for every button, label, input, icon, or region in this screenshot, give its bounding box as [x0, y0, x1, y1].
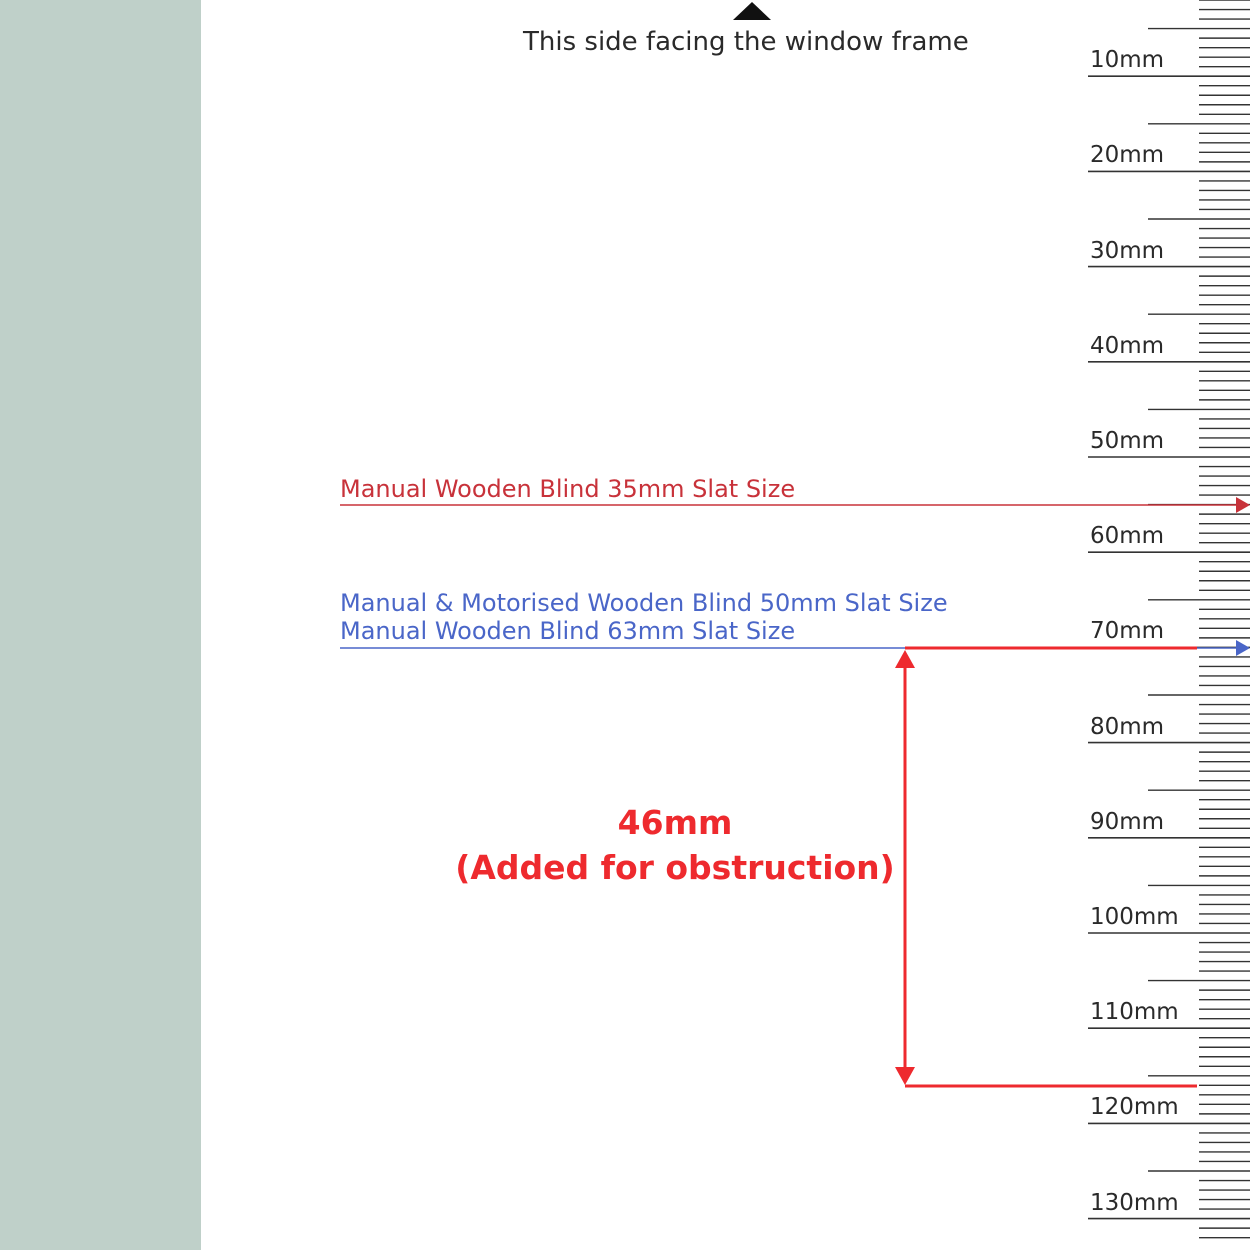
measurement-label	[440, 800, 910, 890]
ruler-label: 50mm	[1090, 428, 1165, 454]
ruler-label: 80mm	[1090, 713, 1165, 740]
red-arrowhead-icon	[1236, 497, 1250, 513]
ruler-label: 10mm	[1090, 47, 1165, 74]
blue-line-label-2: Manual Wooden Blind 63mm Slat Size	[340, 617, 796, 645]
up-arrow-icon	[733, 2, 771, 20]
ruler-label: 100mm	[1090, 904, 1179, 930]
ruler-label: 120mm	[1090, 1094, 1179, 1121]
ruler-label: 60mm	[1090, 523, 1165, 550]
arrow-up-icon	[895, 650, 915, 668]
ruler-label: 90mm	[1090, 808, 1165, 835]
ruler-label: 20mm	[1090, 142, 1165, 169]
ruler-label: 30mm	[1090, 237, 1165, 264]
measurement-value: 46mm	[617, 803, 733, 842]
red-line-label: Manual Wooden Blind 35mm Slat Size	[340, 475, 796, 503]
top-note: This side facing the window frame	[523, 27, 969, 57]
ruler-label: 70mm	[1090, 618, 1165, 645]
ruler-label: 110mm	[1090, 999, 1179, 1026]
measurement-note: (Added for obstruction)	[455, 848, 895, 887]
blue-line-label-1: Manual & Motorised Wooden Blind 50mm Slat Size	[340, 589, 948, 617]
ruler-label: 40mm	[1090, 332, 1165, 359]
blue-arrowhead-icon	[1236, 640, 1250, 656]
ruler-label: 130mm	[1090, 1189, 1179, 1216]
arrow-down-icon	[895, 1067, 915, 1085]
